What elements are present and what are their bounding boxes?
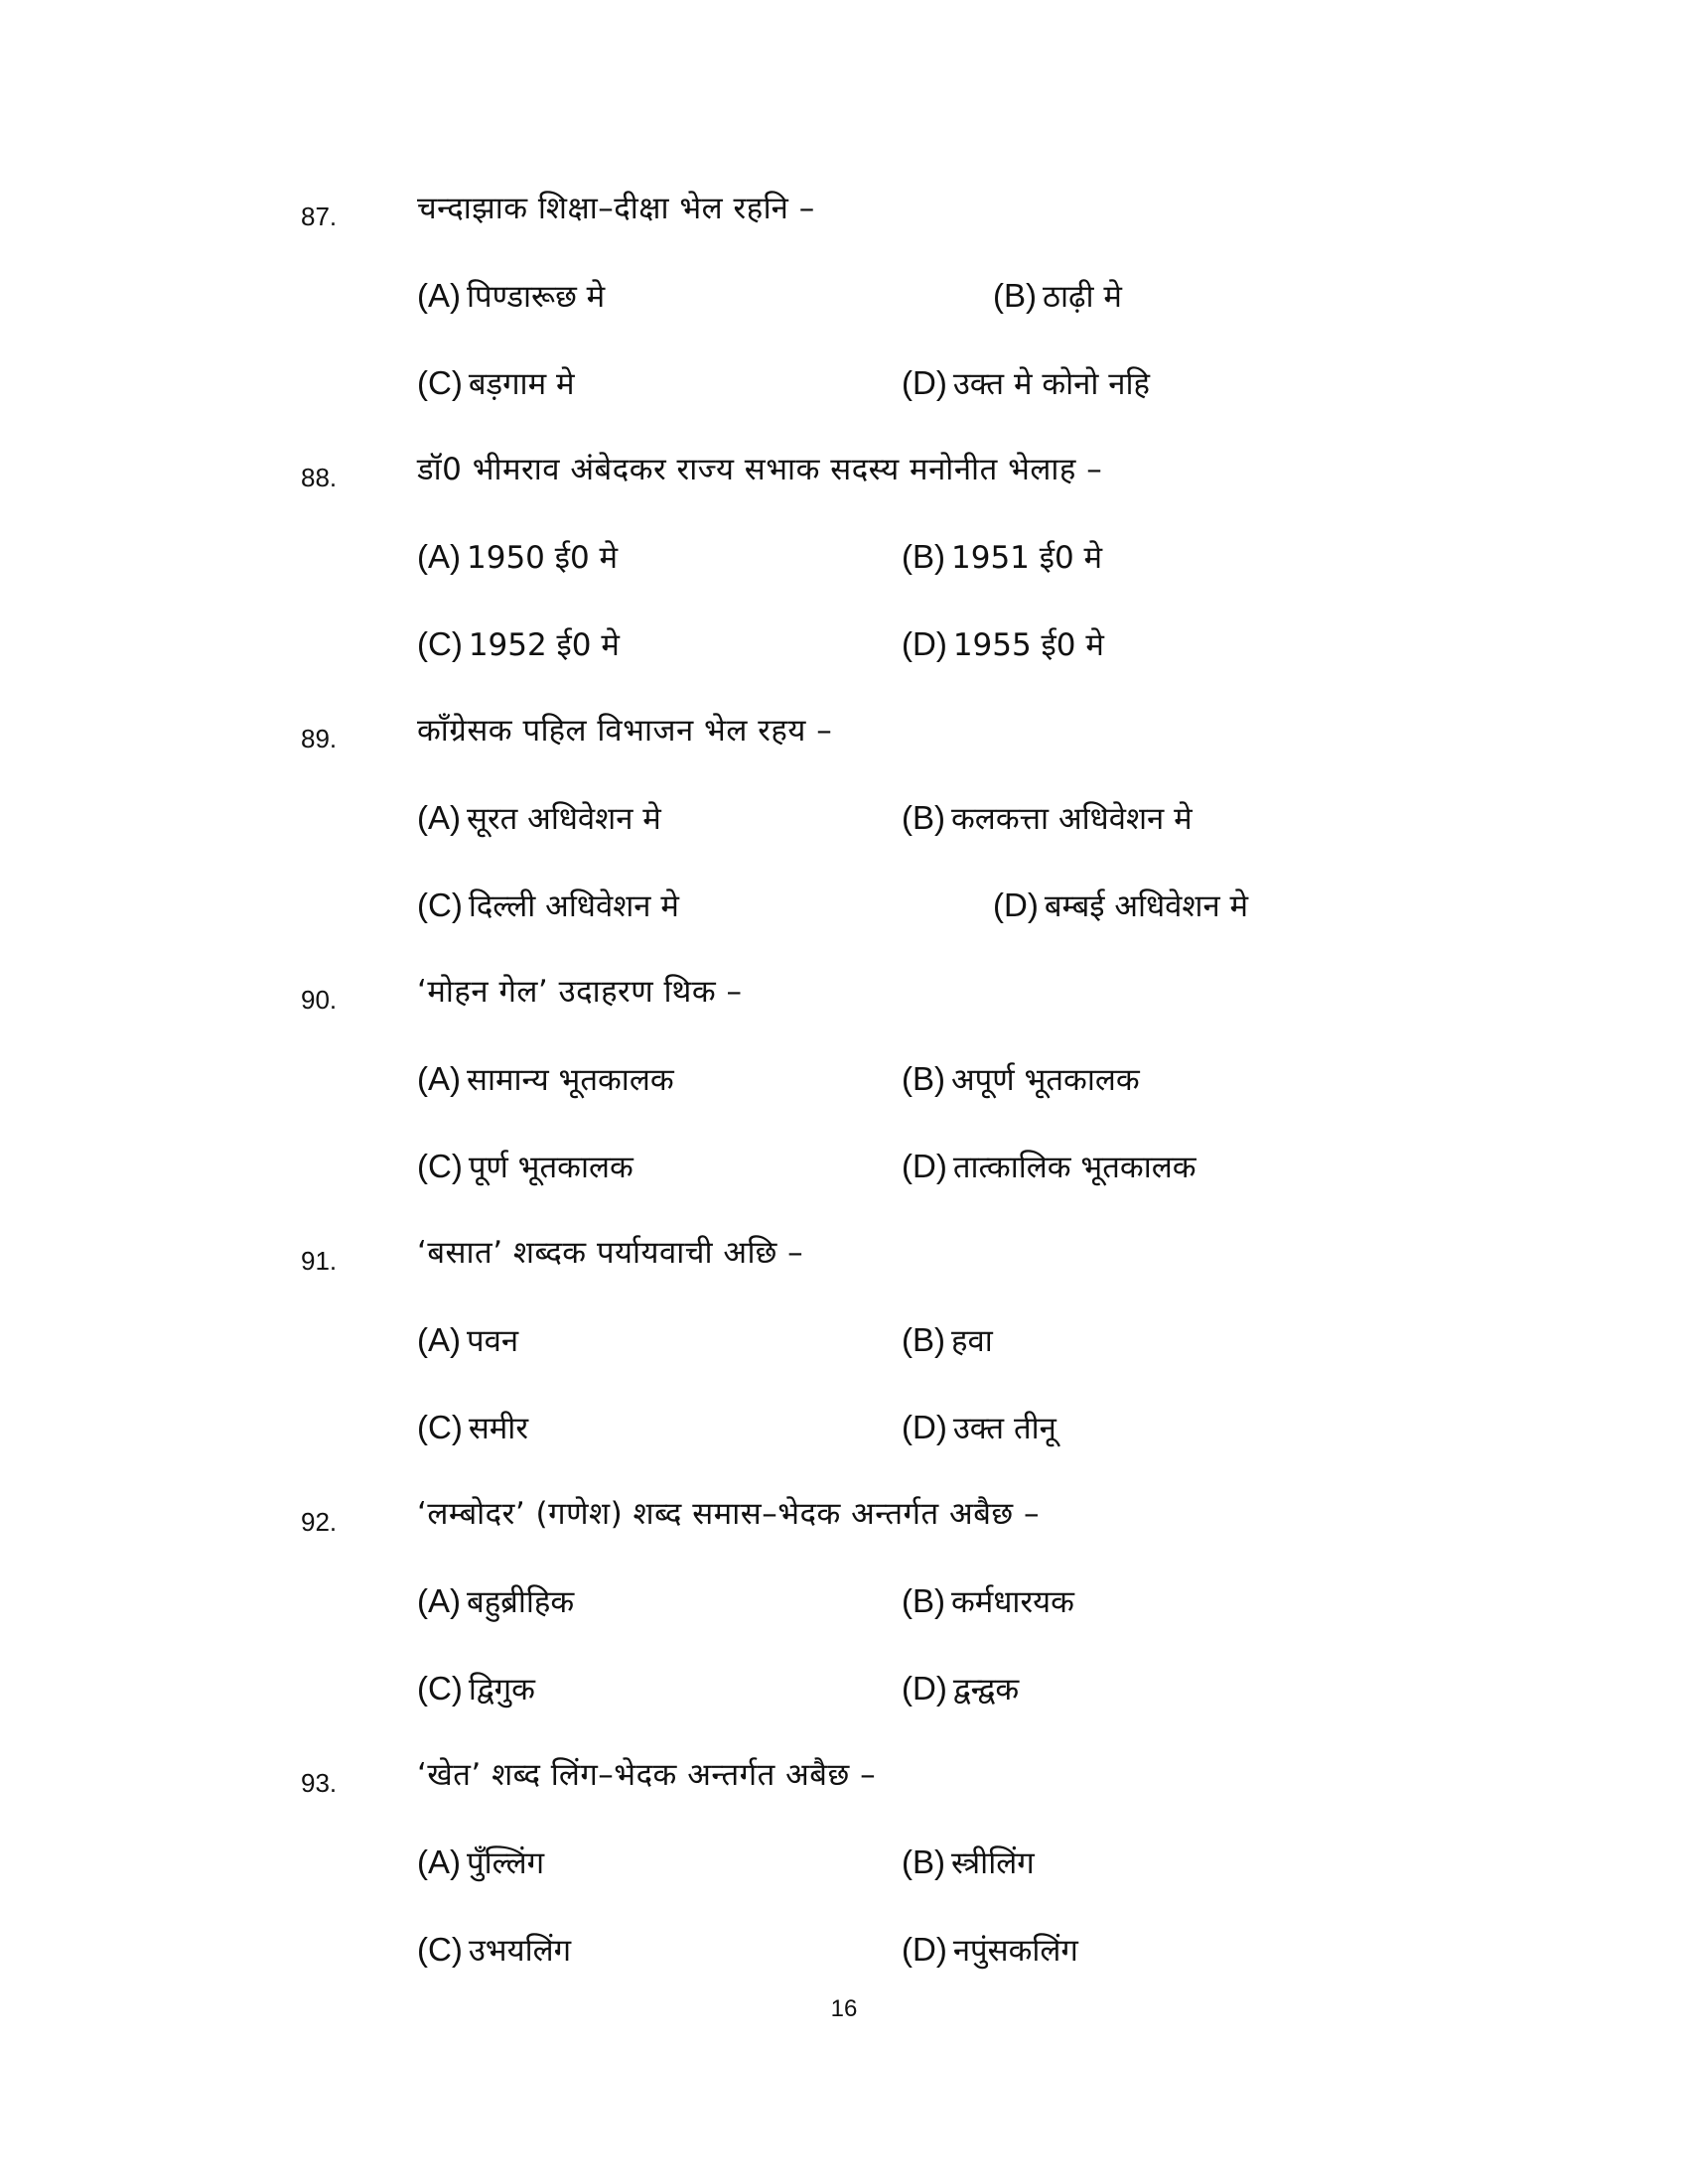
question-number: 93. [301, 1768, 338, 1798]
option-key: (B) [902, 799, 945, 836]
question-text: ‘खेत’ शब्द लिंग–भेदक अन्तर्गत अबैछ – [417, 1757, 877, 1793]
option-key: (D) [993, 887, 1039, 923]
option-c [417, 884, 679, 928]
question-text: काँग्रेसक पहिल विभाजन भेल रहय – [417, 713, 833, 749]
option-text: 1955 ई0 मे [952, 627, 1104, 663]
question-88 [0, 448, 1688, 706]
option-text: सूरत अधिवेशन मे [467, 801, 661, 837]
question-number: 89. [301, 724, 338, 753]
option-d [902, 1928, 1078, 1973]
option-a [417, 274, 605, 319]
option-key: (B) [902, 1582, 945, 1619]
option-text: उक्त मे कोनो नहि [952, 366, 1150, 402]
option-d [902, 361, 1150, 406]
option-key: (C) [417, 1409, 463, 1445]
option-text: 1952 ई0 मे [468, 627, 620, 663]
option-c [417, 1928, 571, 1973]
option-key: (B) [902, 1843, 945, 1880]
option-c [417, 1667, 535, 1711]
option-b [902, 1841, 1035, 1885]
option-text: पवन [467, 1323, 519, 1359]
option-b [902, 1318, 993, 1363]
option-a [417, 1057, 674, 1102]
option-a [417, 1841, 544, 1885]
option-text: पुँल्लिंग [467, 1845, 545, 1881]
option-text: उभयलिंग [468, 1933, 572, 1969]
option-key: (B) [993, 277, 1037, 314]
option-key: (C) [417, 364, 463, 401]
question-text: ‘मोहन गेल’ उदाहरण थिक – [417, 974, 743, 1010]
option-d [993, 884, 1248, 928]
question-93 [0, 1753, 1688, 2011]
question-90 [0, 970, 1688, 1228]
option-text: सामान्य भूतकालक [467, 1062, 674, 1098]
option-b [902, 1579, 1074, 1624]
option-d [902, 622, 1104, 667]
option-key: (A) [417, 1582, 461, 1619]
option-text: ठाढ़ी मे [1043, 279, 1122, 315]
option-a [417, 796, 661, 841]
question-89 [0, 709, 1688, 967]
option-text: कर्मधारयक [951, 1584, 1074, 1620]
option-text: उक्त तीनू [952, 1411, 1056, 1446]
option-key: (D) [902, 625, 947, 662]
option-key: (A) [417, 277, 461, 314]
option-key: (D) [902, 1670, 947, 1706]
option-key: (A) [417, 1843, 461, 1880]
option-b [993, 274, 1122, 319]
option-text: अपूर्ण भूतकालक [951, 1062, 1140, 1098]
option-text: बड़गाम मे [468, 366, 575, 402]
option-a [417, 1318, 518, 1363]
option-c [417, 1406, 528, 1450]
option-key: (D) [902, 1931, 947, 1968]
option-text: पिण्डारूछ मे [467, 279, 606, 315]
option-key: (A) [417, 1060, 461, 1097]
option-text: नपुंसकलिंग [952, 1933, 1078, 1969]
question-number: 91. [301, 1246, 338, 1276]
option-key: (C) [417, 625, 463, 662]
option-key: (B) [902, 1321, 945, 1358]
option-text: बहुब्रीहिक [467, 1584, 575, 1620]
option-key: (A) [417, 1321, 461, 1358]
option-c [417, 361, 575, 406]
option-c [417, 622, 620, 667]
option-key: (D) [902, 1148, 947, 1184]
option-text: स्त्रीलिंग [951, 1845, 1035, 1881]
option-key: (B) [902, 1060, 945, 1097]
question-number: 90. [301, 985, 338, 1015]
option-b [902, 535, 1102, 580]
question-number: 87. [301, 202, 338, 231]
question-text: डॉ0 भीमराव अंबेदकर राज्य सभाक सदस्य मनोनीत भेलाह – [417, 452, 1103, 487]
option-text: कलकत्ता अधिवेशन मे [951, 801, 1193, 837]
option-text: बम्बई अधिवेशन मे [1044, 888, 1249, 924]
question-91 [0, 1231, 1688, 1489]
question-92 [0, 1492, 1688, 1750]
option-d [902, 1145, 1196, 1189]
option-text: समीर [468, 1411, 529, 1446]
option-key: (D) [902, 364, 947, 401]
option-text: पूर्ण भूतकालक [468, 1150, 633, 1185]
option-key: (D) [902, 1409, 947, 1445]
option-d [902, 1406, 1056, 1450]
question-number: 92. [301, 1507, 338, 1537]
question-87 [0, 187, 1688, 445]
page-number: 16 [830, 1995, 858, 2022]
option-a [417, 1579, 574, 1624]
question-text: ‘लम्बोदर’ (गणेश) शब्द समास–भेदक अन्तर्गत अबैछ – [417, 1496, 1040, 1532]
option-key: (C) [417, 1670, 463, 1706]
option-key: (C) [417, 1148, 463, 1184]
question-number: 88. [301, 463, 338, 492]
option-text: 1951 ई0 मे [951, 540, 1103, 576]
option-text: द्विगुक [468, 1672, 535, 1707]
option-text: दिल्ली अधिवेशन मे [468, 888, 679, 924]
option-c [417, 1145, 633, 1189]
option-key: (C) [417, 887, 463, 923]
option-key: (A) [417, 538, 461, 575]
option-a [417, 535, 618, 580]
option-text: 1950 ई0 मे [467, 540, 619, 576]
option-key: (C) [417, 1931, 463, 1968]
option-text: तात्कालिक भूतकालक [952, 1150, 1196, 1185]
question-text: ‘बसात’ शब्दक पर्यायवाची अछि – [417, 1235, 804, 1271]
option-key: (B) [902, 538, 945, 575]
option-text: हवा [951, 1323, 993, 1359]
option-key: (A) [417, 799, 461, 836]
option-d [902, 1667, 1019, 1711]
option-b [902, 796, 1193, 841]
question-text: चन्दाझाक शिक्षा–दीक्षा भेल रहनि – [417, 191, 815, 226]
option-b [902, 1057, 1140, 1102]
option-text: द्वन्द्वक [952, 1672, 1020, 1707]
